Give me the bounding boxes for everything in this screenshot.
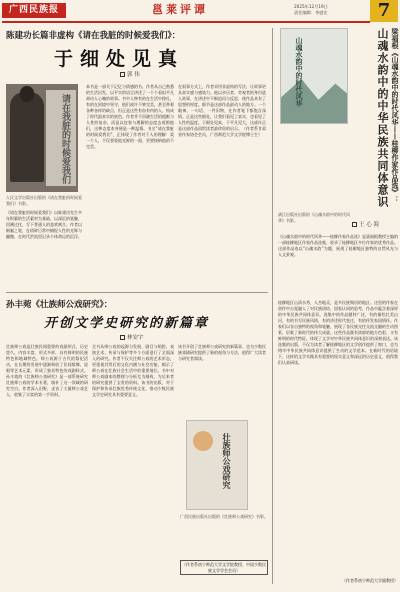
article3-author: 王 心 海 (359, 222, 379, 228)
issue-date: 2025年12月19日 (294, 4, 328, 9)
byline-box-icon (352, 222, 357, 227)
article2-body-col3: 该书开创了壮族师公戏研究的新篇章，也为少数民族戏剧研究提供了新的视角与方法，值得广大读者与研究者阅读。 (178, 344, 266, 361)
section-title: 邕莱评谭 (152, 3, 208, 16)
article3-overline: 梁福根《山魂水韵中的时代风华——桂柳作家作品选》： (391, 28, 400, 203)
article3-author-note: （作者系南宁师范大学副教授） (342, 578, 398, 583)
person-head (20, 86, 34, 102)
article2-body-col2: 全书从师公戏的起源与发展、剧目与唱腔、表演艺术、传承与保护等多个方面进行了全面深入的研究。作者不仅关注师公戏的艺术形态，更重视其背后的文化内涵与社会功能，揭示了师公戏在壮族社会生活中的重要地位。书中对师公戏剧本的整理与分析尤为细致，为后来者的研究提供了宝贵的资料。该书的出版，对于保护和传承壮族优秀传统文化，推动少数民族文学史研究具有重要意义。 (92, 344, 174, 397)
person-figure (10, 92, 44, 182)
byline-box-icon (120, 72, 125, 77)
article1-body-col2: 本书是一部关于记忆与情感的书。作者从自己熟悉的生活出发，以平实的语言讲述了一个个看似平凡却动人心魄的故事。书中人物有的在生活中挣扎，有的在困境中坚守，他们或许不够完美，甚至带着各种各样的缺点，但正是这些有血有肉的人，构成了时代最真实的底色。作者并不回避生活的粗粝与人性的复杂，而是以包容与理解的态度去观照他们，这种态度本身便是一种温情。书名“请在我脏的时候爱我们”，正体现了作者对于人的理解：爱一个人，不仅要爱他光鲜的一面，更要接纳他的不完美。 (86, 84, 174, 149)
header-rule (2, 21, 370, 23)
article3-byline (352, 220, 379, 228)
book-cover-title: 壮族师公戏研究 (222, 433, 232, 489)
page-number: 7 (370, 0, 398, 22)
article2-title: 开创文学史研究的新篇章 (44, 316, 210, 331)
article1-title: 于细处见真 (54, 48, 185, 70)
book-cover-title: 山魂水韵中的时代风华 (295, 37, 304, 107)
column-divider (272, 28, 273, 584)
article3-body-col1: 《山魂水韵中的时代风华——桂柳作家作品选》是梁福根教授主编的一部桂柳地区作家作品选集，收录了桂柳地区多位作家的优秀作品。这部作品选以“山魂水韵”为题，展现了桂柳地区独特的自然风光与人文景观。 (278, 234, 398, 257)
newspaper-brand: 广西民族报 (2, 3, 66, 18)
article1-photo (6, 84, 78, 192)
article1-byline (120, 70, 140, 78)
article1-body-col1: 《请在我脏的时候爱我们》以陈建功先生多年积累的生活素材为基础，以深沉的笔触，回溯过往，写下普通人的悲欢离合。作者以细腻之笔，在琐碎日常中捕捉人性的光辉与幽微，在时代洪流里记录个体命运的沉浮。 (6, 210, 82, 239)
article2-body-col1: 壮族师公戏是壮族民间重要的戏剧形式，历史悠久，内容丰富，形式多样，具有鲜明的民族特色和地域特色。师公戏源于古代的祭祀活动，在长期的发展中逐渐吸收了民间歌舞、说唱等艺术元素，形成了独具特色的戏剧样式。孙丰菀的《壮族师公戏研究》是一部系统研究壮族师公戏的学术专著，填补了这一领域的研究空白。作者深入田野，走访了大量师公戏艺人，收集了丰富的第一手资料。 (6, 344, 88, 397)
article3-book-cover (280, 28, 348, 124)
article2-book-cover (186, 420, 248, 510)
header-meta (294, 4, 328, 16)
article2-author: 林安宇 (127, 335, 144, 341)
editor-credit: 责任编辑：李盛宏 (294, 10, 328, 15)
byline-box-icon (120, 335, 125, 340)
article1-body-col3: 在叙事方式上，作者采用非虚构的写法，让故事更具真实感与感染力。他以亲历者、旁观者的身份进入故事，在讲述中不断追问与反思，使作品具有了思想的厚度。细节是这部作品最动人的地方。一个眼神、一句话、一件旧物，在作者笔下都饱含深情。正是这些细处，让我们看见了真实，也看见了人性的温度。于细处见真，于平凡见大，这或许正是这部作品留给读者最珍贵的启示。（作者系甘肃省作家协会会员，广西师范大学文学院博士生） (178, 84, 266, 137)
cover-decoration (193, 431, 213, 451)
article2-overline: 孙丰菀《壮族师公戏研究》： (6, 300, 113, 310)
article1-author: 郭 伟 (127, 72, 140, 78)
article3-caption: 漓江出版社出版的《山魂水韵中的时代风华》书影。 (278, 212, 350, 223)
article1-overline: 陈建功长篇非虚构《请在我脏的时候爱我们》： (6, 31, 181, 41)
page-header (0, 0, 400, 24)
article2-author-note: （作者系南宁师范大学文学院教授、中国少数民族文学学会会员） (180, 560, 268, 575)
book-cover-title: 请在我脏的时候爱我们 (60, 94, 70, 184)
article2-byline (120, 333, 144, 341)
article3-title: 山魂水韵中的中华民族共同体意识 (376, 28, 389, 208)
article2-caption: 广西民族出版社出版的《壮族师公戏研究》书影。 (180, 514, 268, 519)
article3-body-col2: 桂柳地区山清水秀，人杰地灵，是多民族聚居的地区。这里的作家在创作中自觉融入了对民族团结、国家认同的思考，作品中蕴含着深厚的中华民族共同体意识。选集中的作品题材广泛，有的描绘壮美山河，有的书写民族风情，有的讲述时代变迁，有的抒发家国情怀。作家们以各自独特的视角和笔触，展现了各民族交往交流交融的生动图景，讴歌了新时代的伟大成就。这些作品既有浓郁的地方色彩，又有鲜明的时代特征，体现了文学对中华民族共同体意识的深刻表达。该选集的出版，不仅为读者了解桂柳地区的文学创作提供了窗口，也为铸牢中华民族共同体意识提供了生动的文学范本。在新时代的语境下，这样的文学实践具有重要的现实意义和深远的历史意义，值得我们认真研读。 (278, 300, 398, 365)
article-divider (6, 292, 268, 293)
article1-caption: 人民文学出版社出版的《请在我脏的时候爱我们》书影。 (6, 195, 82, 206)
